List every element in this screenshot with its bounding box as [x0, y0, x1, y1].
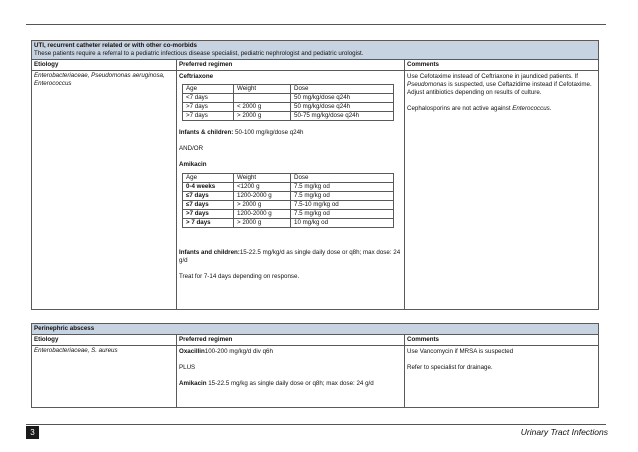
age-cell: >7 days [183, 111, 234, 120]
age-cell: >7 days [183, 102, 234, 111]
age-cell: ≤7 days [183, 191, 234, 200]
perinephric-comment-1: Use Vancomycin if MRSA is suspected [407, 347, 514, 355]
dose-col-header: Dose [291, 173, 394, 182]
amikacin-infants-dose-text: 15-22.5 mg/kg/d as single daily dose or q8h; max dose: 24 g/d [179, 249, 401, 265]
footer-section-title: Urinary Tract Infections [520, 427, 608, 437]
table-row [183, 219, 394, 228]
treatment-duration: Treat for 7-14 days depending on response. [179, 273, 300, 281]
dose-cell: 7.5-10 mg/kg od [291, 201, 394, 210]
comment-text: Use Cefotaxime instead of Ceftriaxone in jaundiced patients. If [407, 72, 578, 80]
regimen-header: Preferred regimen [177, 59, 405, 70]
perinephric-regimen [177, 345, 405, 407]
uti-section-subtitle: These patients require a referral to a pediatric infectious disease specialist, pediatric nephrologist and pediatric urologist. [34, 49, 364, 57]
top-rule [26, 24, 606, 25]
oxacillin-dose-text: 100-200 mg/kg/d div q6h [204, 347, 273, 355]
age-cell: <7 days [183, 93, 234, 102]
etiology-header: Etiology [32, 59, 177, 70]
amikacin-dose-text: 15-22.5 mg/kg as single daily dose or q8h; max dose: 24 g/d [206, 379, 374, 387]
age-cell: > 7 days [183, 219, 234, 228]
amikacin-heading: Amikacin [179, 160, 207, 168]
perinephric-table [31, 323, 599, 408]
weight-cell: <1200 g [234, 182, 291, 191]
bottom-rule [26, 424, 606, 425]
amikacin-table-header [183, 173, 394, 182]
uti-regimen [177, 70, 405, 309]
ceftriaxone-heading: Ceftriaxone [179, 72, 214, 80]
table-row [183, 182, 394, 191]
table-row [183, 191, 394, 200]
page-number: 3 [26, 426, 39, 439]
table-row [183, 102, 394, 111]
dose-cell: 7.5 mg/kg od [291, 182, 394, 191]
amikacin-infants-label: Infants and children: [179, 249, 240, 257]
age-col-header: Age [183, 173, 234, 182]
age-col-header: Age [183, 84, 234, 93]
dose-cell: 10 mg/kg od [291, 219, 394, 228]
dose-cell: 7.5 mg/kg od [291, 191, 394, 200]
amikacin-label: Amikacin [179, 379, 207, 387]
comment-text: is suspected, use Ceftazidime instead if Cefotaxime. Adjust antibiotics depending on results of culture. [407, 80, 592, 96]
dose-cell: 50 mg/kg/dose q24h [291, 102, 394, 111]
weight-col-header: Weight [234, 84, 291, 93]
perinephric-etiology: Enterobacteriaceae, S. aureus [32, 345, 177, 407]
table-row [183, 201, 394, 210]
perinephric-section-title: Perinephric abscess [34, 325, 95, 332]
regimen-header: Preferred regimen [177, 334, 405, 345]
perinephric-section-header [32, 324, 599, 335]
and-or-text: AND/OR [179, 144, 204, 152]
uti-section-header [32, 41, 599, 60]
uti-comment-2 [407, 105, 596, 113]
dose-cell: 7.5 mg/kg od [291, 210, 394, 219]
uti-comment-1 [407, 73, 596, 97]
weight-cell: > 2000 g [234, 201, 291, 210]
amikacin-dose-table [182, 173, 394, 228]
comment-italic: Pseudomonas [407, 80, 447, 88]
oxacillin-dose [179, 348, 402, 356]
perinephric-comment-2: Refer to specialist for drainage. [407, 363, 493, 371]
weight-cell: 1200-2000 g [234, 191, 291, 200]
weight-col-header: Weight [234, 173, 291, 182]
comment-text: . [549, 104, 552, 112]
ceftriaxone-infants-dose [179, 129, 402, 137]
ceftriaxone-table-header [183, 84, 394, 93]
perinephric-amikacin-dose [179, 380, 402, 388]
ceftriaxone-dose-table [182, 84, 394, 121]
amikacin-infants-dose [179, 249, 402, 265]
age-cell: 0-4 weeks [183, 182, 234, 191]
uti-etiology: Enterobacteriaceae, Pseudomonas aeruginosa, Enterococcus [32, 70, 177, 309]
oxacillin-label: Oxacillin [179, 347, 205, 355]
table-row [183, 93, 394, 102]
age-cell: >7 days [183, 210, 234, 219]
weight-cell: 1200-2000 g [234, 210, 291, 219]
comments-header: Comments [405, 59, 599, 70]
weight-cell: < 2000 g [234, 102, 291, 111]
uti-comments [405, 70, 599, 309]
weight-cell: > 2000 g [234, 219, 291, 228]
comment-italic: Enterococcus [512, 104, 550, 112]
dose-cell: 50 mg/kg/dose q24h [291, 93, 394, 102]
weight-cell: > 2000 g [234, 111, 291, 120]
perinephric-comments [405, 345, 599, 407]
etiology-header: Etiology [32, 334, 177, 345]
infants-label: Infants & children: [179, 129, 234, 136]
comments-header: Comments [405, 334, 599, 345]
table-row [183, 111, 394, 120]
uti-table [31, 40, 599, 310]
dose-cell: 50-75 mg/kg/dose q24h [291, 111, 394, 120]
weight-cell [234, 93, 291, 102]
comment-text: Cephalosporins are not active against [407, 104, 513, 112]
infants-dose: 50-100 mg/kg/dose q24h [233, 129, 304, 136]
age-cell: ≤7 days [183, 201, 234, 210]
plus-text: PLUS [179, 363, 196, 371]
dose-col-header: Dose [291, 84, 394, 93]
uti-section-title: UTI, recurrent catheter related or with other co-morbids [34, 42, 197, 49]
table-row [183, 210, 394, 219]
